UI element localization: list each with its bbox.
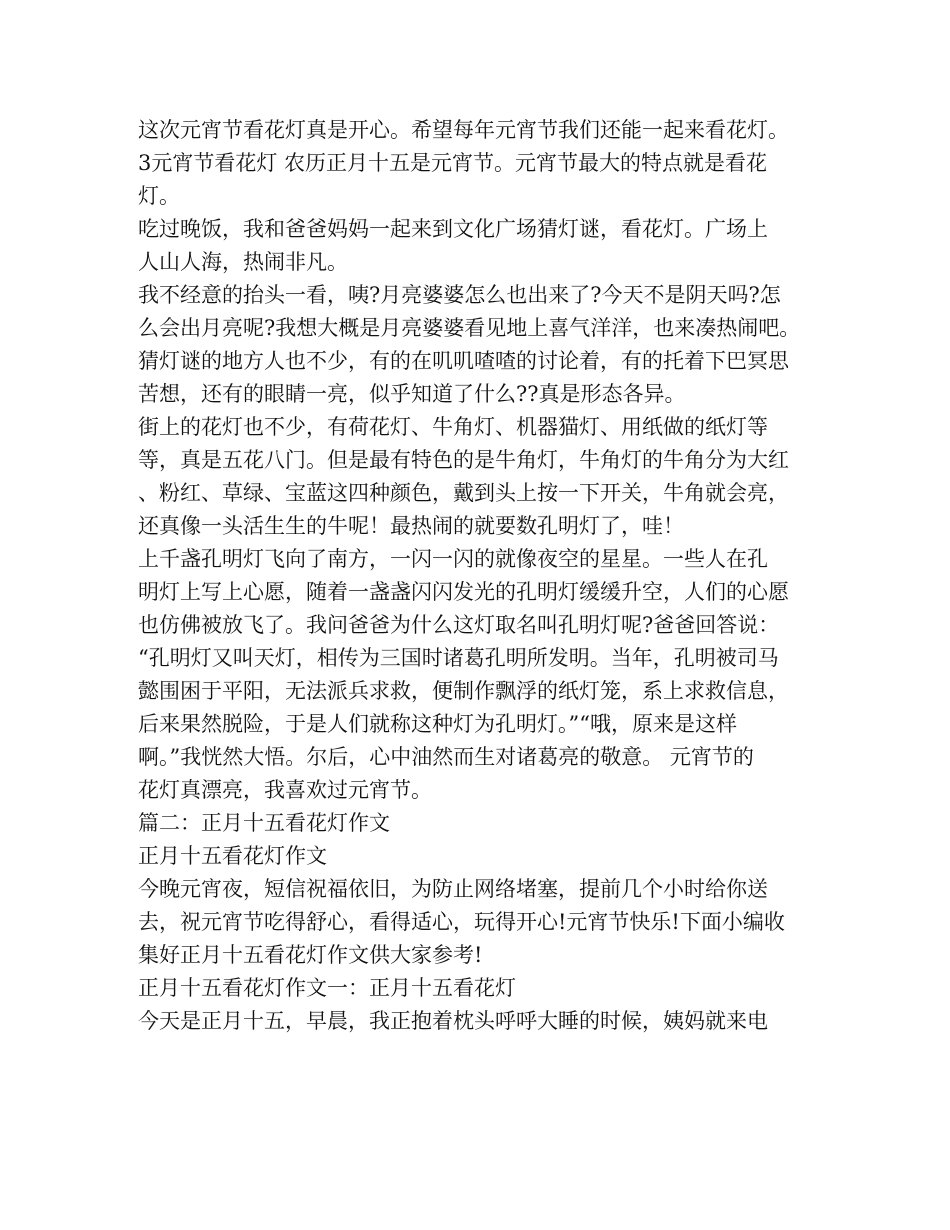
text-line-13: 还真像一头活生生的牛呢！最热闹的就要数孔明灯了，哇！ (138, 514, 684, 538)
text-line-11: 等，真是五花八门。但是最有特色的是牛角灯，牛角灯的牛角分为大红 (138, 448, 789, 472)
text-line-5: 人山人海，热闹非凡。 (138, 250, 348, 274)
text-line-16: 也仿佛被放飞了。我问爸爸为什么这灯取名叫孔明灯呢?爸爸回答说： (138, 613, 780, 637)
text-line-21: 花灯真漂亮，我喜欢过元宵节。 (138, 778, 432, 802)
text-line-20: 啊。”我恍然大悟。尔后，心中油然而生对诸葛亮的敬意。 元宵节的 (138, 745, 754, 769)
text-line-25: 去，祝元宵节吃得舒心，看得适心，玩得开心!元宵节快乐!下面小编收 (138, 910, 785, 934)
text-line-15: 明灯上写上心愿，随着一盏盏闪闪发光的孔明灯缓缓升空，人们的心愿 (138, 580, 789, 604)
text-line-4: 吃过晚饭，我和爸爸妈妈一起来到文化广场猜灯谜，看花灯。广场上 (138, 217, 768, 241)
text-line-18: 懿围困于平阳，无法派兵求救，便制作飘浮的纸灯笼，系上求救信息， (138, 679, 789, 703)
section-heading: 篇二：正月十五看花灯作文 (138, 811, 390, 835)
text-line-19: 后来果然脱险，于是人们就称这种灯为孔明灯。”“哦，原来是这样 (138, 712, 737, 736)
text-line-9: 苦想，还有的眼睛一亮，似乎知道了什么??真是形态各异。 (138, 382, 686, 406)
sub-article-title: 正月十五看花灯作文一：正月十五看花灯 (138, 976, 516, 1000)
text-line-8: 猜灯谜的地方人也不少，有的在叽叽喳喳的讨论着，有的托着下巴冥思 (138, 349, 789, 373)
text-line-1: 这次元宵节看花灯真是开心。希望每年元宵节我们还能一起来看花灯。 (138, 118, 789, 142)
text-line-14: 上千盏孔明灯飞向了南方，一闪一闪的就像夜空的星星。一些人在孔 (138, 547, 768, 571)
text-line-24: 今晚元宵夜，短信祝福依旧，为防止网络堵塞，提前几个小时给你送 (138, 877, 768, 901)
text-line-10: 街上的花灯也不少，有荷花灯、牛角灯、机器猫灯、用纸做的纸灯等 (138, 415, 768, 439)
article-title: 正月十五看花灯作文 (138, 844, 327, 868)
text-line-26: 集好正月十五看花灯作文供大家参考! (138, 943, 483, 967)
text-line-17: “孔明灯又叫天灯，相传为三国时诸葛孔明所发明。当年，孔明被司马 (138, 646, 779, 670)
document-body (138, 114, 818, 1038)
text-line-28: 今天是正月十五，早晨，我正抱着枕头呼呼大睡的时候，姨妈就来电 (138, 1009, 768, 1033)
text-line-7: 么会出月亮呢?我想大概是月亮婆婆看见地上喜气洋洋，也来凑热闹吧。 (138, 316, 801, 340)
text-line-6: 我不经意的抬头一看，咦?月亮婆婆怎么也出来了?今天不是阴天吗?怎 (138, 283, 781, 307)
text-line-12: 、粉红、草绿、宝蓝这四种颜色，戴到头上按一下开关，牛角就会亮， (138, 481, 789, 505)
text-line-3: 灯。 (138, 184, 180, 208)
text-line-2: 3元宵节看花灯 农历正月十五是元宵节。元宵节最大的特点就是看花 (138, 151, 768, 175)
